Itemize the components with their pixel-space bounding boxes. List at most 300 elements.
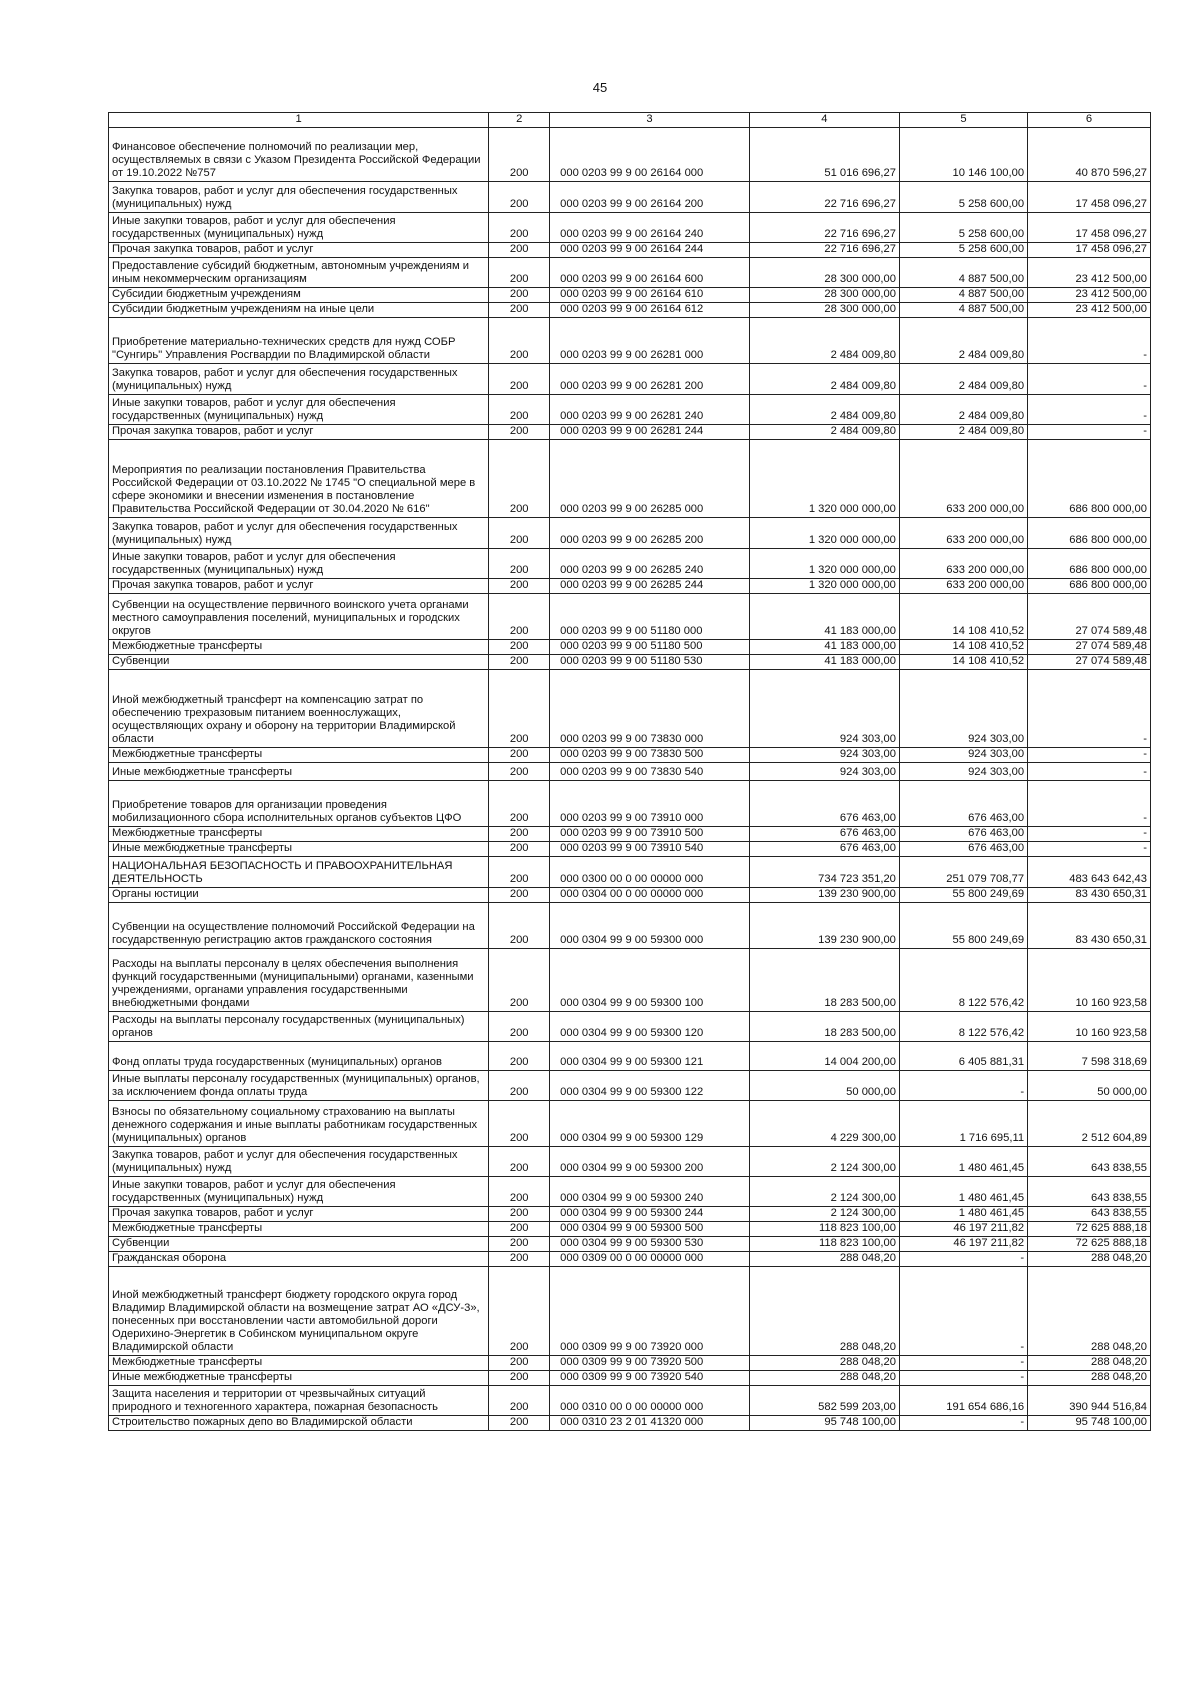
table-row [109, 303, 1151, 318]
row-admin-code-cell: 200 [489, 1267, 550, 1356]
row-name-cell: Органы юстиции [109, 888, 489, 903]
row-remainder-cell: 23 412 500,00 [1028, 303, 1151, 318]
row-executed-cell: 924 303,00 [899, 670, 1027, 748]
row-remainder-cell: 17 458 096,27 [1028, 182, 1151, 213]
row-name-cell: Строительство пожарных депо во Владимирской области [109, 1416, 489, 1431]
row-plan-cell: 288 048,20 [749, 1356, 899, 1371]
row-name-cell: Межбюджетные трансферты [109, 640, 489, 655]
row-remainder-cell: 288 048,20 [1028, 1252, 1151, 1267]
row-admin-code-cell: 200 [489, 1147, 550, 1177]
row-plan-cell: 41 183 000,00 [749, 640, 899, 655]
table-row [109, 857, 1151, 888]
table-row [109, 1371, 1151, 1386]
table-row [109, 213, 1151, 243]
row-admin-code-cell: 200 [489, 903, 550, 949]
row-remainder-cell: 483 643 642,43 [1028, 857, 1151, 888]
row-plan-cell: 41 183 000,00 [749, 594, 899, 640]
table-row [109, 1101, 1151, 1147]
table-row [109, 827, 1151, 842]
table-row [109, 1207, 1151, 1222]
row-admin-code-cell: 200 [489, 213, 550, 243]
table-row [109, 763, 1151, 781]
row-executed-cell: 1 480 461,45 [899, 1177, 1027, 1207]
table-row [109, 288, 1151, 303]
row-name-cell: Прочая закупка товаров, работ и услуг [109, 1207, 489, 1222]
row-remainder-cell: - [1028, 364, 1151, 395]
row-admin-code-cell: 200 [489, 827, 550, 842]
row-budget-code-cell: 000 0304 99 9 00 59300 000 [550, 903, 750, 949]
row-budget-code-cell: 000 0203 99 9 00 73830 000 [550, 670, 750, 748]
row-executed-cell: 1 716 695,11 [899, 1101, 1027, 1147]
row-remainder-cell: 643 838,55 [1028, 1207, 1151, 1222]
row-plan-cell: 22 716 696,27 [749, 243, 899, 258]
row-budget-code-cell: 000 0203 99 9 00 26285 244 [550, 579, 750, 594]
row-budget-code-cell: 000 0203 99 9 00 51180 500 [550, 640, 750, 655]
row-name-cell: Финансовое обеспечение полномочий по реализации мер, осуществляемых в связи с Указом Президента Российской Федерации от 19.10.2022 №757 [109, 128, 489, 182]
row-name-cell: Иные закупки товаров, работ и услуг для обеспечения государственных (муниципальных) нужд [109, 1177, 489, 1207]
row-plan-cell: 95 748 100,00 [749, 1416, 899, 1431]
row-remainder-cell: 95 748 100,00 [1028, 1416, 1151, 1431]
row-name-cell: Закупка товаров, работ и услуг для обеспечения государственных (муниципальных) нужд [109, 364, 489, 395]
table-row [109, 1267, 1151, 1356]
row-name-cell: Иные межбюджетные трансферты [109, 842, 489, 857]
row-admin-code-cell: 200 [489, 288, 550, 303]
row-plan-cell: 288 048,20 [749, 1371, 899, 1386]
row-plan-cell: 4 229 300,00 [749, 1101, 899, 1147]
table-row [109, 655, 1151, 670]
row-executed-cell: - [899, 1356, 1027, 1371]
row-budget-code-cell: 000 0310 23 2 01 41320 000 [550, 1416, 750, 1431]
row-executed-cell: - [899, 1252, 1027, 1267]
row-name-cell: Гражданская оборона [109, 1252, 489, 1267]
table-row [109, 579, 1151, 594]
row-remainder-cell: 83 430 650,31 [1028, 903, 1151, 949]
row-remainder-cell: 72 625 888,18 [1028, 1222, 1151, 1237]
row-executed-cell: 191 654 686,16 [899, 1386, 1027, 1416]
row-budget-code-cell: 000 0203 99 9 00 51180 000 [550, 594, 750, 640]
table-row [109, 594, 1151, 640]
row-executed-cell: 924 303,00 [899, 763, 1027, 781]
table-row [109, 748, 1151, 763]
row-budget-code-cell: 000 0203 99 9 00 26281 200 [550, 364, 750, 395]
row-remainder-cell: - [1028, 425, 1151, 440]
row-executed-cell: 5 258 600,00 [899, 243, 1027, 258]
row-name-cell: Иной межбюджетный трансферт бюджету городского округа город Владимир Владимирской области на возмещение затрат АО «ДСУ-3», понесенных при восстановлении части автомобильной дороги Одерихино-Энергетик в Собинском муниципальном округе Владимирской области [109, 1267, 489, 1356]
row-admin-code-cell: 200 [489, 425, 550, 440]
table-row [109, 1416, 1151, 1431]
row-plan-cell: 14 004 200,00 [749, 1042, 899, 1071]
column-header-6: 6 [1028, 113, 1151, 128]
row-plan-cell: 118 823 100,00 [749, 1222, 899, 1237]
row-plan-cell: 50 000,00 [749, 1071, 899, 1101]
row-budget-code-cell: 000 0309 99 9 00 73920 540 [550, 1371, 750, 1386]
row-executed-cell: - [899, 1416, 1027, 1431]
row-name-cell: Иные закупки товаров, работ и услуг для обеспечения государственных (муниципальных) нужд [109, 395, 489, 425]
row-admin-code-cell: 200 [489, 1386, 550, 1416]
row-name-cell: Закупка товаров, работ и услуг для обеспечения государственных (муниципальных) нужд [109, 518, 489, 549]
row-admin-code-cell: 200 [489, 182, 550, 213]
table-row [109, 128, 1151, 182]
row-budget-code-cell: 000 0304 99 9 00 59300 129 [550, 1101, 750, 1147]
row-remainder-cell: - [1028, 781, 1151, 827]
row-remainder-cell: 27 074 589,48 [1028, 655, 1151, 670]
row-remainder-cell: 643 838,55 [1028, 1147, 1151, 1177]
budget-execution-table [108, 112, 1151, 1431]
column-header-4: 4 [749, 113, 899, 128]
row-budget-code-cell: 000 0310 00 0 00 00000 000 [550, 1386, 750, 1416]
row-executed-cell: 676 463,00 [899, 827, 1027, 842]
row-admin-code-cell: 200 [489, 1012, 550, 1042]
row-remainder-cell: 686 800 000,00 [1028, 549, 1151, 579]
row-admin-code-cell: 200 [489, 518, 550, 549]
row-admin-code-cell: 200 [489, 748, 550, 763]
row-plan-cell: 288 048,20 [749, 1267, 899, 1356]
table-row [109, 640, 1151, 655]
row-admin-code-cell: 200 [489, 318, 550, 364]
table-row [109, 888, 1151, 903]
table-row [109, 440, 1151, 518]
row-admin-code-cell: 200 [489, 670, 550, 748]
row-name-cell: Прочая закупка товаров, работ и услуг [109, 579, 489, 594]
row-plan-cell: 288 048,20 [749, 1252, 899, 1267]
row-plan-cell: 28 300 000,00 [749, 288, 899, 303]
row-budget-code-cell: 000 0304 99 9 00 59300 200 [550, 1147, 750, 1177]
row-plan-cell: 924 303,00 [749, 670, 899, 748]
row-executed-cell: 676 463,00 [899, 842, 1027, 857]
row-executed-cell: 633 200 000,00 [899, 549, 1027, 579]
column-header-5: 5 [899, 113, 1027, 128]
row-plan-cell: 28 300 000,00 [749, 258, 899, 288]
row-budget-code-cell: 000 0203 99 9 00 26164 612 [550, 303, 750, 318]
row-executed-cell: 14 108 410,52 [899, 594, 1027, 640]
row-executed-cell: 1 480 461,45 [899, 1207, 1027, 1222]
row-executed-cell: 8 122 576,42 [899, 1012, 1027, 1042]
row-plan-cell: 51 016 696,27 [749, 128, 899, 182]
row-remainder-cell: - [1028, 748, 1151, 763]
row-executed-cell: 8 122 576,42 [899, 949, 1027, 1012]
row-name-cell: Прочая закупка товаров, работ и услуг [109, 243, 489, 258]
row-executed-cell: 5 258 600,00 [899, 213, 1027, 243]
row-plan-cell: 41 183 000,00 [749, 655, 899, 670]
row-remainder-cell: 686 800 000,00 [1028, 579, 1151, 594]
row-remainder-cell: 40 870 596,27 [1028, 128, 1151, 182]
row-budget-code-cell: 000 0203 99 9 00 26164 000 [550, 128, 750, 182]
row-admin-code-cell: 200 [489, 128, 550, 182]
row-plan-cell: 1 320 000 000,00 [749, 440, 899, 518]
row-plan-cell: 2 124 300,00 [749, 1147, 899, 1177]
row-budget-code-cell: 000 0203 99 9 00 26164 600 [550, 258, 750, 288]
row-budget-code-cell: 000 0304 99 9 00 59300 122 [550, 1071, 750, 1101]
row-remainder-cell: 17 458 096,27 [1028, 213, 1151, 243]
row-admin-code-cell: 200 [489, 1042, 550, 1071]
row-admin-code-cell: 200 [489, 1222, 550, 1237]
row-budget-code-cell: 000 0203 99 9 00 51180 530 [550, 655, 750, 670]
row-budget-code-cell: 000 0304 99 9 00 59300 240 [550, 1177, 750, 1207]
page-number: 45 [592, 80, 608, 95]
row-plan-cell: 2 484 009,80 [749, 425, 899, 440]
table-row [109, 1042, 1151, 1071]
row-budget-code-cell: 000 0203 99 9 00 26164 244 [550, 243, 750, 258]
row-name-cell: Межбюджетные трансферты [109, 827, 489, 842]
row-executed-cell: 633 200 000,00 [899, 579, 1027, 594]
row-executed-cell: 5 258 600,00 [899, 182, 1027, 213]
table-row [109, 1012, 1151, 1042]
table-row [109, 842, 1151, 857]
row-admin-code-cell: 200 [489, 1071, 550, 1101]
table-row [109, 1386, 1151, 1416]
table-row [109, 182, 1151, 213]
row-executed-cell: 6 405 881,31 [899, 1042, 1027, 1071]
row-admin-code-cell: 200 [489, 364, 550, 395]
row-plan-cell: 676 463,00 [749, 781, 899, 827]
row-remainder-cell: - [1028, 827, 1151, 842]
row-executed-cell: 676 463,00 [899, 781, 1027, 827]
row-budget-code-cell: 000 0304 99 9 00 59300 500 [550, 1222, 750, 1237]
row-admin-code-cell: 200 [489, 1252, 550, 1267]
row-remainder-cell: 288 048,20 [1028, 1267, 1151, 1356]
table-row [109, 903, 1151, 949]
row-budget-code-cell: 000 0203 99 9 00 26164 610 [550, 288, 750, 303]
row-remainder-cell: 27 074 589,48 [1028, 594, 1151, 640]
row-budget-code-cell: 000 0300 00 0 00 00000 000 [550, 857, 750, 888]
row-budget-code-cell: 000 0203 99 9 00 26285 240 [550, 549, 750, 579]
row-plan-cell: 118 823 100,00 [749, 1237, 899, 1252]
row-budget-code-cell: 000 0203 99 9 00 73910 500 [550, 827, 750, 842]
row-executed-cell: 55 800 249,69 [899, 888, 1027, 903]
table-row [109, 670, 1151, 748]
row-admin-code-cell: 200 [489, 857, 550, 888]
row-executed-cell: - [899, 1071, 1027, 1101]
row-executed-cell: 4 887 500,00 [899, 303, 1027, 318]
row-plan-cell: 139 230 900,00 [749, 888, 899, 903]
row-remainder-cell: 50 000,00 [1028, 1071, 1151, 1101]
row-plan-cell: 28 300 000,00 [749, 303, 899, 318]
row-executed-cell: 633 200 000,00 [899, 518, 1027, 549]
table-row [109, 364, 1151, 395]
row-plan-cell: 18 283 500,00 [749, 1012, 899, 1042]
row-budget-code-cell: 000 0203 99 9 00 26285 000 [550, 440, 750, 518]
row-plan-cell: 582 599 203,00 [749, 1386, 899, 1416]
row-remainder-cell: 643 838,55 [1028, 1177, 1151, 1207]
row-budget-code-cell: 000 0203 99 9 00 73830 540 [550, 763, 750, 781]
row-name-cell: Приобретение материально-технических средств для нужд СОБР "Сунгирь" Управления Росгвардии по Владимирской области [109, 318, 489, 364]
row-plan-cell: 1 320 000 000,00 [749, 579, 899, 594]
row-remainder-cell: 2 512 604,89 [1028, 1101, 1151, 1147]
row-budget-code-cell: 000 0304 99 9 00 59300 120 [550, 1012, 750, 1042]
row-remainder-cell: 686 800 000,00 [1028, 440, 1151, 518]
row-remainder-cell: 23 412 500,00 [1028, 258, 1151, 288]
row-plan-cell: 676 463,00 [749, 827, 899, 842]
row-remainder-cell: 686 800 000,00 [1028, 518, 1151, 549]
row-admin-code-cell: 200 [489, 1101, 550, 1147]
row-name-cell: НАЦИОНАЛЬНАЯ БЕЗОПАСНОСТЬ И ПРАВООХРАНИТЕЛЬНАЯ ДЕЯТЕЛЬНОСТЬ [109, 857, 489, 888]
column-header-1: 1 [109, 113, 489, 128]
row-remainder-cell: - [1028, 670, 1151, 748]
row-executed-cell: 2 484 009,80 [899, 425, 1027, 440]
row-admin-code-cell: 200 [489, 1237, 550, 1252]
row-executed-cell: 46 197 211,82 [899, 1222, 1027, 1237]
row-budget-code-cell: 000 0309 99 9 00 73920 500 [550, 1356, 750, 1371]
row-executed-cell: 4 887 500,00 [899, 288, 1027, 303]
table-row [109, 1071, 1151, 1101]
row-budget-code-cell: 000 0304 00 0 00 00000 000 [550, 888, 750, 903]
table-row [109, 949, 1151, 1012]
row-executed-cell: - [899, 1267, 1027, 1356]
row-plan-cell: 2 484 009,80 [749, 364, 899, 395]
row-admin-code-cell: 200 [489, 781, 550, 827]
row-plan-cell: 22 716 696,27 [749, 182, 899, 213]
row-name-cell: Прочая закупка товаров, работ и услуг [109, 425, 489, 440]
row-name-cell: Расходы на выплаты персоналу в целях обеспечения выполнения функций государственными (муниципальными) органами, казенными учреждениями, органами управления государственными внебюджетными фондами [109, 949, 489, 1012]
row-name-cell: Закупка товаров, работ и услуг для обеспечения государственных (муниципальных) нужд [109, 1147, 489, 1177]
row-executed-cell: 14 108 410,52 [899, 640, 1027, 655]
row-admin-code-cell: 200 [489, 949, 550, 1012]
row-admin-code-cell: 200 [489, 888, 550, 903]
row-executed-cell: 2 484 009,80 [899, 318, 1027, 364]
table-row [109, 1177, 1151, 1207]
table-row [109, 243, 1151, 258]
row-budget-code-cell: 000 0203 99 9 00 73910 540 [550, 842, 750, 857]
row-name-cell: Иные закупки товаров, работ и услуг для обеспечения государственных (муниципальных) нужд [109, 213, 489, 243]
row-budget-code-cell: 000 0304 99 9 00 59300 121 [550, 1042, 750, 1071]
row-executed-cell: 2 484 009,80 [899, 395, 1027, 425]
row-budget-code-cell: 000 0203 99 9 00 26281 000 [550, 318, 750, 364]
row-name-cell: Иные выплаты персоналу государственных (муниципальных) органов, за исключением фонда оплаты труда [109, 1071, 489, 1101]
row-budget-code-cell: 000 0203 99 9 00 73830 500 [550, 748, 750, 763]
row-executed-cell: - [899, 1371, 1027, 1386]
row-admin-code-cell: 200 [489, 440, 550, 518]
row-remainder-cell: 72 625 888,18 [1028, 1237, 1151, 1252]
table-row [109, 425, 1151, 440]
row-plan-cell: 2 484 009,80 [749, 318, 899, 364]
table-row [109, 1237, 1151, 1252]
row-budget-code-cell: 000 0309 99 9 00 73920 000 [550, 1267, 750, 1356]
row-executed-cell: 1 480 461,45 [899, 1147, 1027, 1177]
row-plan-cell: 924 303,00 [749, 748, 899, 763]
row-remainder-cell: 83 430 650,31 [1028, 888, 1151, 903]
row-name-cell: Закупка товаров, работ и услуг для обеспечения государственных (муниципальных) нужд [109, 182, 489, 213]
row-budget-code-cell: 000 0203 99 9 00 73910 000 [550, 781, 750, 827]
row-plan-cell: 2 484 009,80 [749, 395, 899, 425]
row-name-cell: Мероприятия по реализации постановления Правительства Российской Федерации от 03.10.2022 № 1745 "О специальной мере в сфере экономики и внесении изменения в постановление Правительства Российской Федерации от 30.04.2020 № 616" [109, 440, 489, 518]
row-remainder-cell: 390 944 516,84 [1028, 1386, 1151, 1416]
row-budget-code-cell: 000 0203 99 9 00 26164 200 [550, 182, 750, 213]
header-row [109, 113, 1151, 128]
row-remainder-cell: 288 048,20 [1028, 1356, 1151, 1371]
row-remainder-cell: 17 458 096,27 [1028, 243, 1151, 258]
row-name-cell: Иной межбюджетный трансферт на компенсацию затрат по обеспечению трехразовым питанием военнослужащих, осуществляющих охрану и оборону на территории Владимирской области [109, 670, 489, 748]
column-header-2: 2 [489, 113, 550, 128]
row-name-cell: Взносы по обязательному социальному страхованию на выплаты денежного содержания и иные выплаты работникам государственных (муниципальных) органов [109, 1101, 489, 1147]
row-admin-code-cell: 200 [489, 549, 550, 579]
row-admin-code-cell: 200 [489, 1416, 550, 1431]
row-budget-code-cell: 000 0203 99 9 00 26285 200 [550, 518, 750, 549]
row-budget-code-cell: 000 0304 99 9 00 59300 244 [550, 1207, 750, 1222]
row-admin-code-cell: 200 [489, 243, 550, 258]
row-name-cell: Приобретение товаров для организации проведения мобилизационного сбора исполнительных органов субъектов ЦФО [109, 781, 489, 827]
row-name-cell: Субвенции на осуществление полномочий Российской Федерации на государственную регистрацию актов гражданского состояния [109, 903, 489, 949]
table-row [109, 395, 1151, 425]
row-name-cell: Фонд оплаты труда государственных (муниципальных) органов [109, 1042, 489, 1071]
row-executed-cell: 55 800 249,69 [899, 903, 1027, 949]
row-executed-cell: 4 887 500,00 [899, 258, 1027, 288]
row-executed-cell: 2 484 009,80 [899, 364, 1027, 395]
row-budget-code-cell: 000 0309 00 0 00 00000 000 [550, 1252, 750, 1267]
row-admin-code-cell: 200 [489, 842, 550, 857]
row-admin-code-cell: 200 [489, 1207, 550, 1222]
row-name-cell: Межбюджетные трансферты [109, 1356, 489, 1371]
row-remainder-cell: 27 074 589,48 [1028, 640, 1151, 655]
row-plan-cell: 22 716 696,27 [749, 213, 899, 243]
row-admin-code-cell: 200 [489, 579, 550, 594]
row-remainder-cell: - [1028, 763, 1151, 781]
row-admin-code-cell: 200 [489, 640, 550, 655]
table-row [109, 518, 1151, 549]
row-plan-cell: 18 283 500,00 [749, 949, 899, 1012]
row-executed-cell: 251 079 708,77 [899, 857, 1027, 888]
row-name-cell: Расходы на выплаты персоналу государственных (муниципальных) органов [109, 1012, 489, 1042]
row-plan-cell: 924 303,00 [749, 763, 899, 781]
row-plan-cell: 2 124 300,00 [749, 1207, 899, 1222]
row-admin-code-cell: 200 [489, 1177, 550, 1207]
row-plan-cell: 1 320 000 000,00 [749, 549, 899, 579]
table-row [109, 1147, 1151, 1177]
row-name-cell: Субвенции на осуществление первичного воинского учета органами местного самоуправления поселений, муниципальных и городских округов [109, 594, 489, 640]
row-plan-cell: 676 463,00 [749, 842, 899, 857]
row-remainder-cell: - [1028, 318, 1151, 364]
row-budget-code-cell: 000 0304 99 9 00 59300 530 [550, 1237, 750, 1252]
row-plan-cell: 734 723 351,20 [749, 857, 899, 888]
table-row [109, 1222, 1151, 1237]
column-header-3: 3 [550, 113, 750, 128]
row-name-cell: Иные закупки товаров, работ и услуг для обеспечения государственных (муниципальных) нужд [109, 549, 489, 579]
row-plan-cell: 2 124 300,00 [749, 1177, 899, 1207]
row-remainder-cell: 10 160 923,58 [1028, 949, 1151, 1012]
row-admin-code-cell: 200 [489, 655, 550, 670]
row-name-cell: Иные межбюджетные трансферты [109, 1371, 489, 1386]
row-plan-cell: 139 230 900,00 [749, 903, 899, 949]
row-executed-cell: 633 200 000,00 [899, 440, 1027, 518]
table-row [109, 1356, 1151, 1371]
row-remainder-cell: - [1028, 842, 1151, 857]
row-admin-code-cell: 200 [489, 1356, 550, 1371]
row-remainder-cell: 23 412 500,00 [1028, 288, 1151, 303]
table-row [109, 549, 1151, 579]
table-row [109, 258, 1151, 288]
row-name-cell: Предоставление субсидий бюджетным, автономным учреждениям и иным некоммерческим организациям [109, 258, 489, 288]
row-admin-code-cell: 200 [489, 763, 550, 781]
row-admin-code-cell: 200 [489, 1371, 550, 1386]
row-plan-cell: 1 320 000 000,00 [749, 518, 899, 549]
table-row [109, 781, 1151, 827]
table-row [109, 318, 1151, 364]
row-remainder-cell: 10 160 923,58 [1028, 1012, 1151, 1042]
row-name-cell: Субсидии бюджетным учреждениям на иные цели [109, 303, 489, 318]
table-row [109, 1252, 1151, 1267]
row-admin-code-cell: 200 [489, 395, 550, 425]
row-executed-cell: 46 197 211,82 [899, 1237, 1027, 1252]
row-admin-code-cell: 200 [489, 303, 550, 318]
row-name-cell: Межбюджетные трансферты [109, 1222, 489, 1237]
row-remainder-cell: 7 598 318,69 [1028, 1042, 1151, 1071]
row-budget-code-cell: 000 0203 99 9 00 26281 240 [550, 395, 750, 425]
row-name-cell: Межбюджетные трансферты [109, 748, 489, 763]
row-name-cell: Иные межбюджетные трансферты [109, 763, 489, 781]
row-budget-code-cell: 000 0203 99 9 00 26164 240 [550, 213, 750, 243]
row-executed-cell: 10 146 100,00 [899, 128, 1027, 182]
row-remainder-cell: 288 048,20 [1028, 1371, 1151, 1386]
row-name-cell: Субвенции [109, 655, 489, 670]
